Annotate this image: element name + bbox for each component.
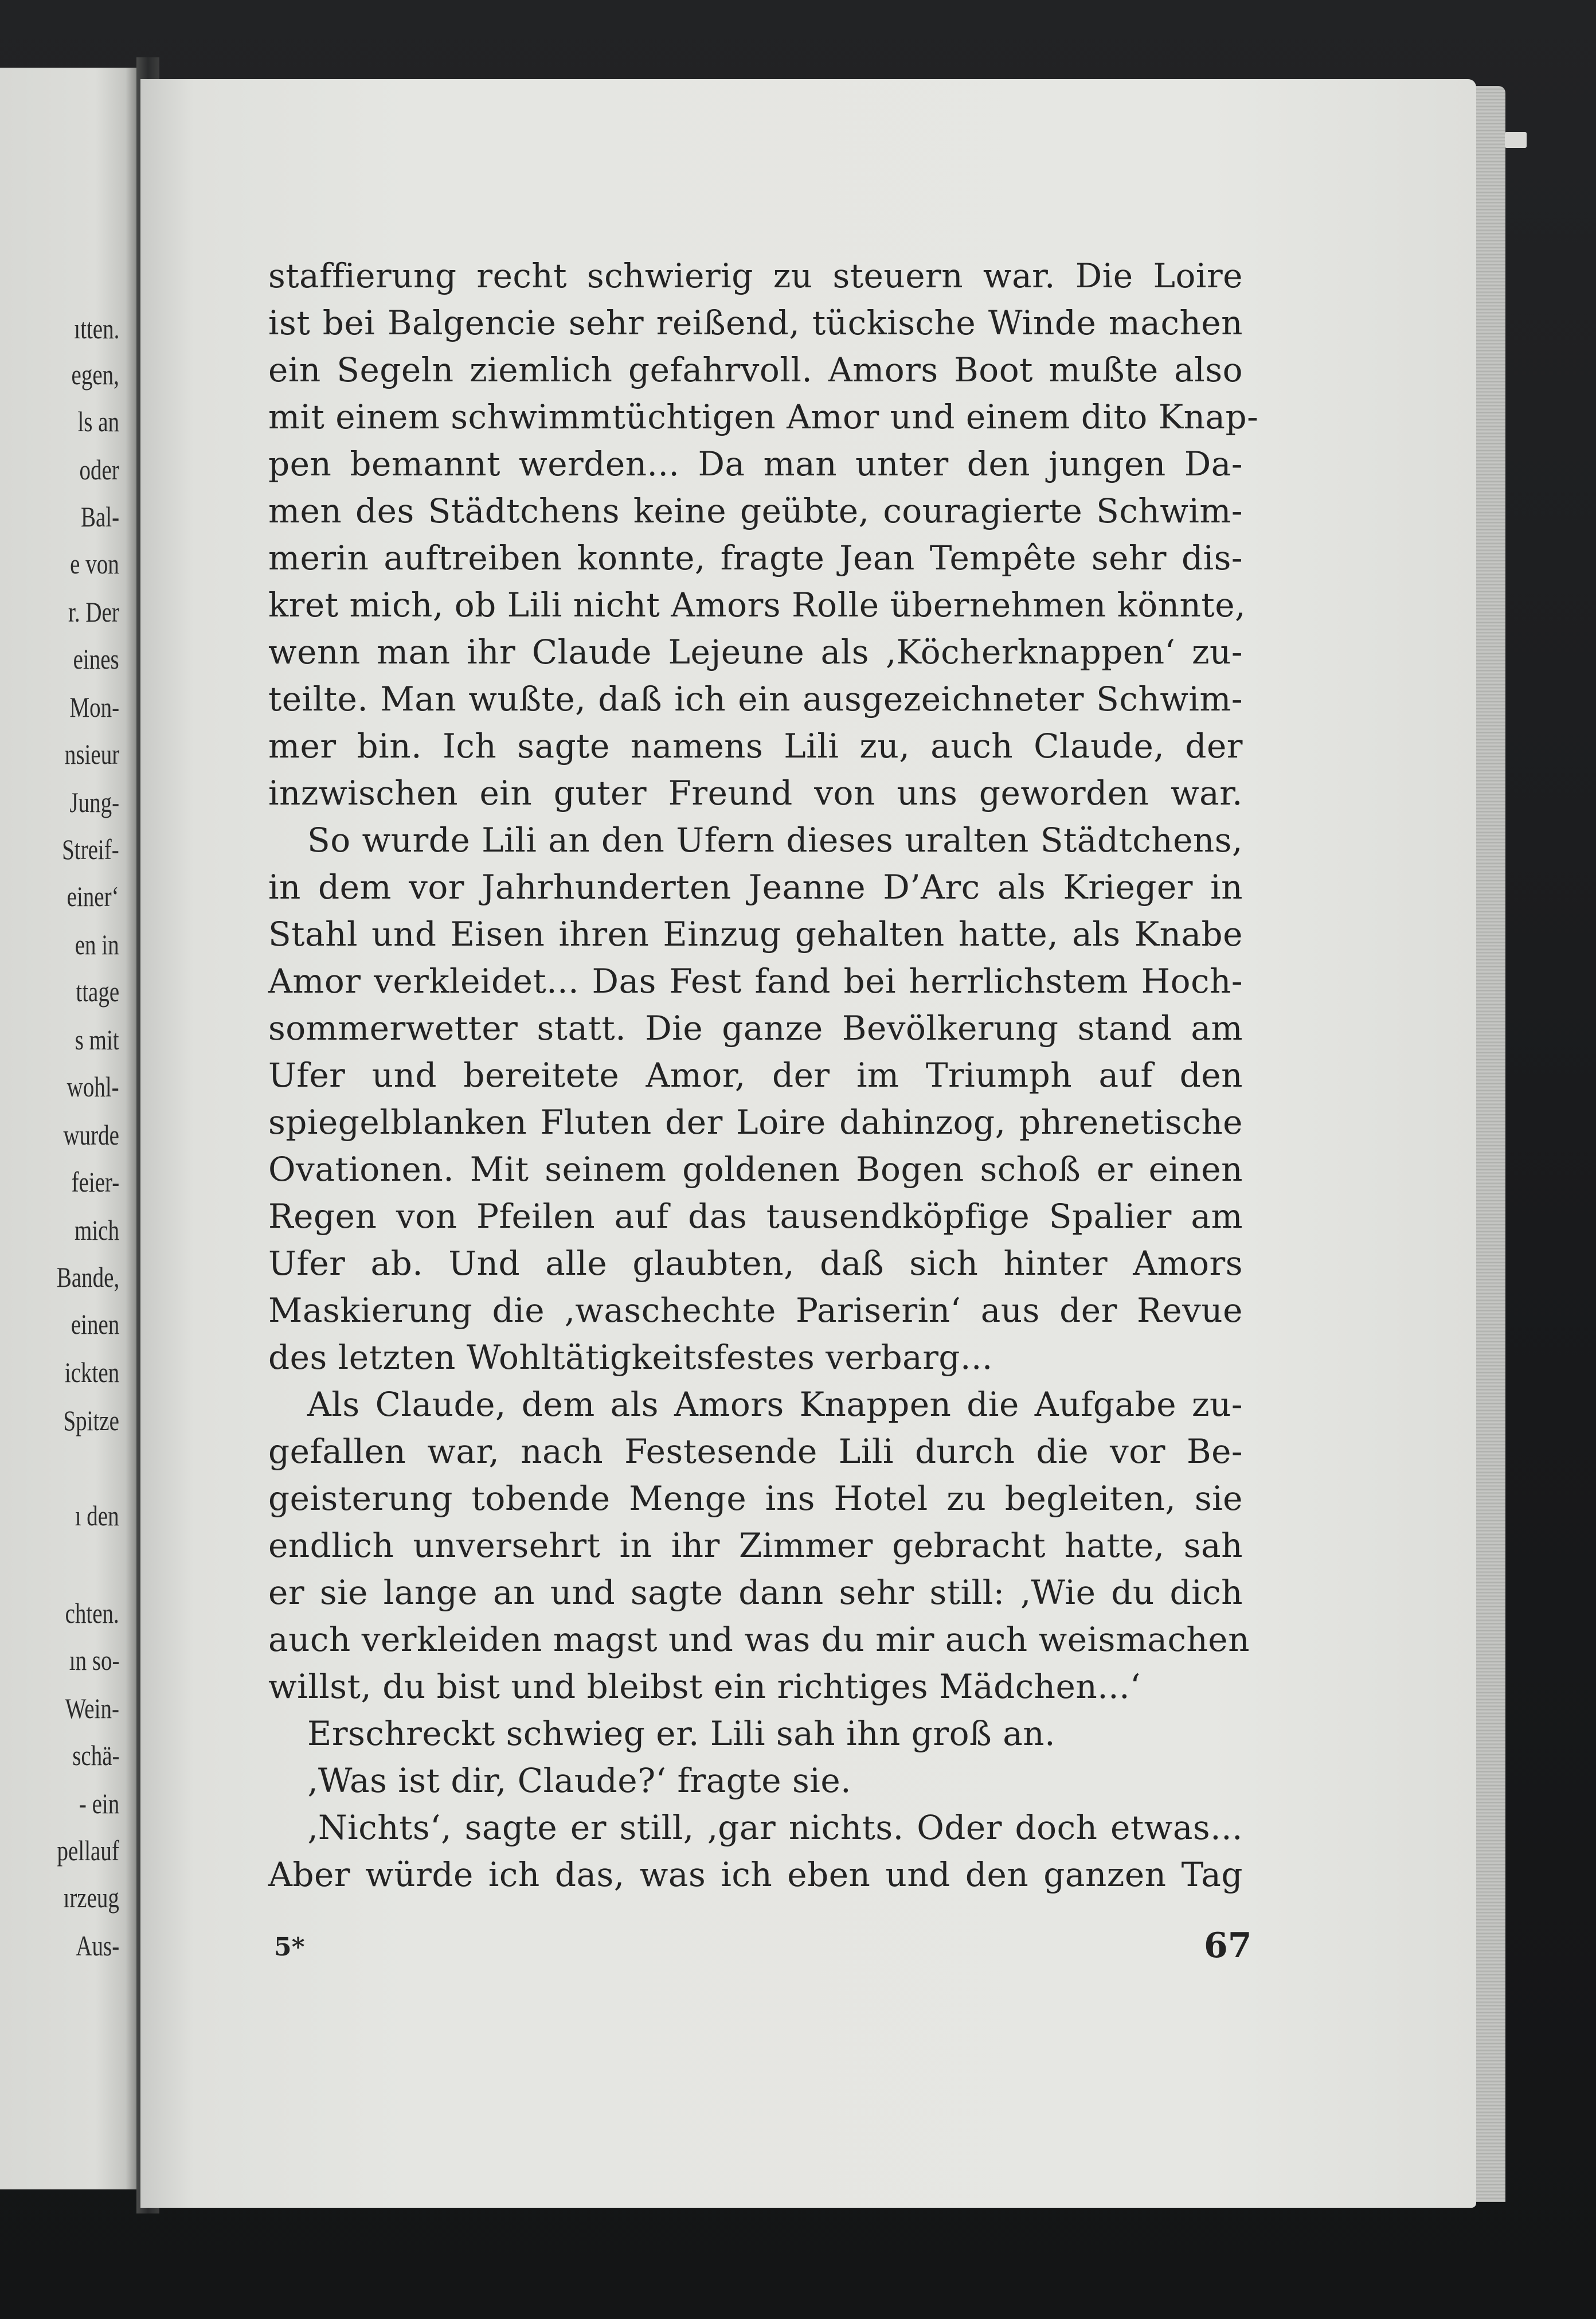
text-line: ist bei Balgencie sehr reißend, tückische Winde machen <box>268 303 1243 342</box>
left-page-fragment: nsieur <box>64 738 119 770</box>
text-line: Amor verkleidet... Das Fest fand bei herrlichstem Hoch- <box>268 962 1243 1001</box>
text-line: er sie lange an und sagte dann sehr still: ‚Wie du dich <box>268 1573 1243 1612</box>
text-line: gefallen war, nach Festesende Lili durch die vor Be- <box>268 1432 1243 1471</box>
text-line: ein Segeln ziemlich gefahrvoll. Amors Boot mußte also <box>268 350 1243 389</box>
left-page-fragment: mich <box>75 1214 119 1246</box>
left-page-fragment: eines <box>73 643 119 675</box>
left-page-fragment: Wein- <box>65 1692 119 1724</box>
signature-mark: 5* <box>274 1932 305 1962</box>
text-line: pen bemannt werden... Da man unter den jungen Da- <box>268 444 1243 483</box>
left-page-fragment: einen <box>71 1308 119 1340</box>
left-page-fragment: ırzeug <box>63 1881 119 1914</box>
left-page-fragment: wohl- <box>67 1071 119 1103</box>
left-page-fragment: s mit <box>75 1024 119 1056</box>
text-line: geisterung tobende Menge ins Hotel zu begleiten, sie <box>268 1479 1243 1518</box>
text-line: Ufer ab. Und alle glaubten, daß sich hinter Amors <box>268 1244 1243 1283</box>
left-page-fragment: feier- <box>71 1166 119 1198</box>
left-page-fragment: - ein <box>79 1787 119 1820</box>
text-line: men des Städtchens keine geübte, couragierte Schwim- <box>268 491 1243 530</box>
text-line: Maskierung die ‚waschechte Pariserin‘ aus der Revue <box>268 1291 1243 1330</box>
left-page <box>0 68 136 2189</box>
text-line: wenn man ihr Claude Lejeune als ‚Köcherknappen‘ zu- <box>268 633 1243 672</box>
text-line: inzwischen ein guter Freund von uns geworden war. <box>268 774 1243 813</box>
left-page-fragment: ı den <box>75 1500 119 1532</box>
left-page-fragment: Bande, <box>56 1261 119 1293</box>
text-line: kret mich, ob Lili nicht Amors Rolle übernehmen könnte, <box>268 585 1246 624</box>
left-page-fragment: Aus- <box>76 1930 119 1962</box>
left-page-fragment: ls an <box>77 405 119 438</box>
left-page-fragment: egen, <box>71 358 119 391</box>
page-number: 67 <box>1204 1926 1252 1966</box>
left-page-fragment: einer‘ <box>67 880 119 912</box>
text-line: auch verkleiden magst und was du mir auch weismachen <box>268 1620 1250 1659</box>
left-page-fragment: chten. <box>65 1597 119 1629</box>
left-page-fragment: pellauf <box>57 1834 119 1867</box>
left-page-fragment: schä- <box>72 1739 119 1771</box>
left-page-fragment: e von <box>70 548 119 580</box>
text-line: Als Claude, dem als Amors Knappen die Aufgabe zu- <box>307 1385 1243 1424</box>
text-line: willst, du bist und bleibst ein richtiges Mädchen...‘ <box>268 1667 1141 1706</box>
text-line: spiegelblanken Fluten der Loire dahinzog, phrenetische <box>268 1103 1243 1142</box>
text-line: Regen von Pfeilen auf das tausendköpfige Spalier am <box>268 1197 1243 1236</box>
text-line: Ufer und bereitete Amor, der im Triumph auf den <box>268 1056 1243 1095</box>
left-page-fragment: Bal- <box>80 501 119 533</box>
left-page-fragment: ttage <box>76 975 119 1008</box>
text-line: mit einem schwimmtüchtigen Amor und einem dito Knap- <box>268 397 1259 436</box>
text-line: Ovationen. Mit seinem goldenen Bogen schoß er einen <box>268 1150 1243 1189</box>
text-line: des letzten Wohltätigkeitsfestes verbarg... <box>268 1338 993 1377</box>
text-line: endlich unversehrt in ihr Zimmer gebracht hatte, sah <box>268 1526 1243 1565</box>
page-edges <box>1472 86 1505 2202</box>
left-page-fragment: r. Der <box>68 596 119 628</box>
text-line: ‚Nichts‘, sagte er still, ‚gar nichts. Oder doch etwas... <box>307 1808 1243 1847</box>
left-page-fragment: Jung- <box>69 786 119 818</box>
text-line: So wurde Lili an den Ufern dieses uralten Städtchens, <box>307 821 1243 860</box>
text-line: Stahl und Eisen ihren Einzug gehalten hatte, als Knabe <box>268 915 1243 954</box>
left-page-fragment: ın so- <box>69 1644 119 1676</box>
text-line: mer bin. Ich sagte namens Lili zu, auch Claude, der <box>268 727 1243 766</box>
left-page-fragment: Streif- <box>62 833 119 865</box>
left-page-fragment: oder <box>79 454 119 486</box>
left-page-fragment: Mon- <box>69 691 119 723</box>
text-line: merin auftreiben konnte, fragte Jean Tempête sehr dis- <box>268 538 1243 577</box>
text-line: in dem vor Jahrhunderten Jeanne D’Arc als Krieger in <box>268 868 1243 907</box>
left-page-fragment: Spitze <box>63 1404 119 1436</box>
left-page-fragment: ickten <box>64 1356 119 1388</box>
left-page-fragment: wurde <box>63 1119 119 1151</box>
text-line: Erschreckt schwieg er. Lili sah ihn groß an. <box>307 1714 1056 1753</box>
left-page-fragment: en in <box>75 928 119 961</box>
text-line: staffierung recht schwierig zu steuern war. Die Loire <box>268 256 1243 295</box>
text-line: Aber würde ich das, was ich eben und den ganzen Tag <box>268 1855 1243 1894</box>
bookmark-tab <box>1505 132 1527 148</box>
text-line: ‚Was ist dir, Claude?‘ fragte sie. <box>307 1761 852 1800</box>
text-line: teilte. Man wußte, daß ich ein ausgezeichneter Schwim- <box>268 680 1243 719</box>
left-page-fragment: ıtten. <box>73 313 119 345</box>
text-line: sommerwetter statt. Die ganze Bevölkerung stand am <box>268 1009 1243 1048</box>
